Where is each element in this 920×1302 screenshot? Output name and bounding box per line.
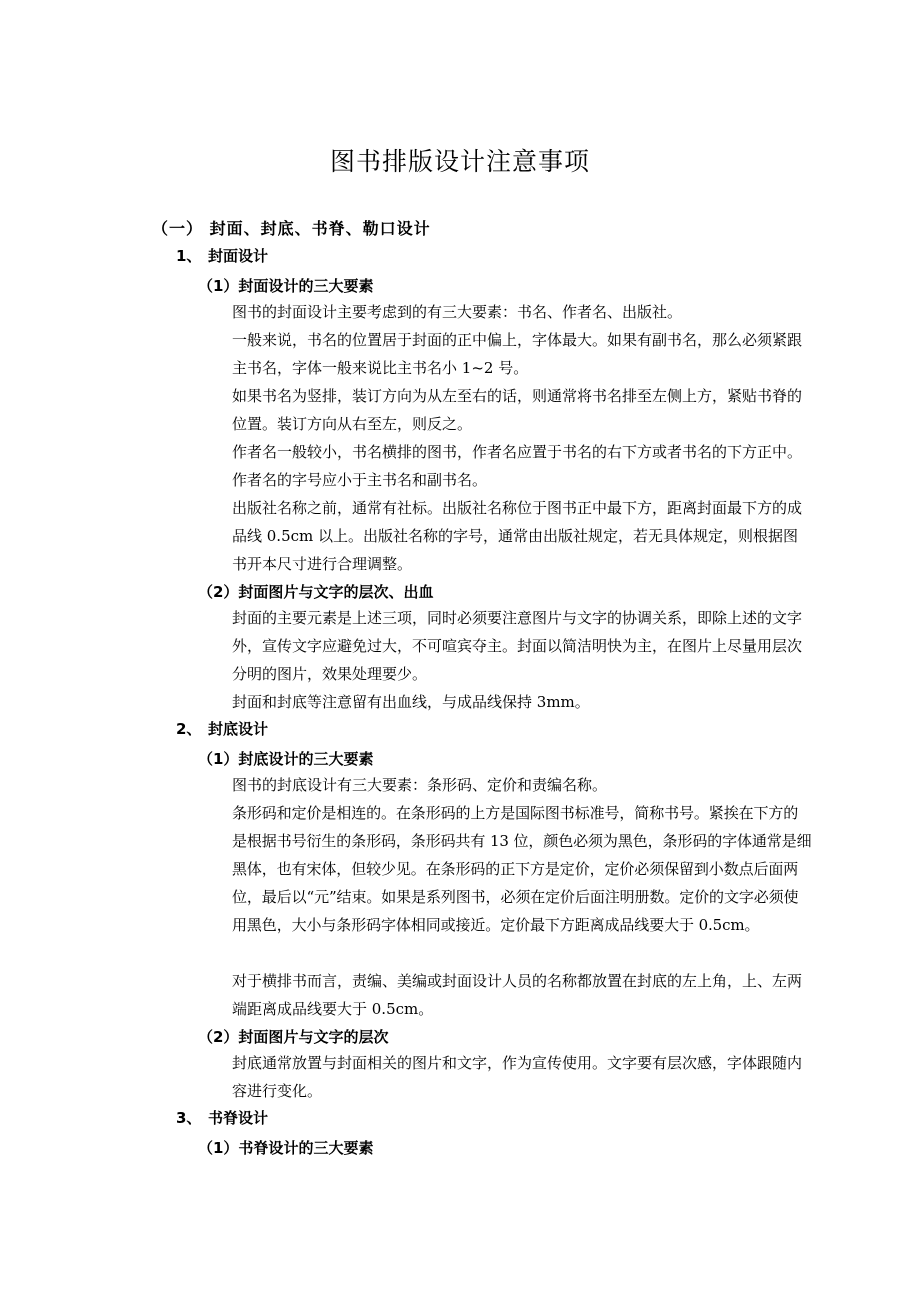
paragraph: 一般来说，书名的位置居于封面的正中偏上，字体最大。如果有副书名，那么必须紧跟主书名，字体一般来说比主书名小 1~2 号。 — [232, 331, 803, 377]
item-number: 3、 — [176, 1109, 202, 1127]
paragraph: 如果书名为竖排，装订方向为从左至右的话，则通常将书名排至左侧上方，紧贴书脊的位置。装订方向从右至左，则反之。 — [232, 387, 803, 433]
item-heading-spine — [176, 1107, 268, 1128]
page-title: 图书排版设计注意事项 — [329, 147, 590, 176]
item-label: 封面设计 — [208, 247, 269, 265]
paragraph: 条形码和定价是相连的。在条形码的上方是国际图书标准号，简称书号。紧挨在下方的是根据书号衍生的条形码，条形码共有 13 位，颜色必须为黑色，条形码的字体通常是细黑体，也有宋体，但较少见。在条形码的正下方是定价，定价必须保留到小数点后面两位，最后以“元”结束。如果是系列图书，必须在定价后面注明册数。定价的文字必须使用黑色，大小与条形码字体相同或接近。定价最下方距离成品线要大于 0.5cm。 — [232, 804, 812, 934]
paragraph: 图书的封底设计有三大要素：条形码、定价和责编名称。 — [232, 776, 608, 794]
paragraph: 出版社名称之前，通常有社标。出版社名称位于图书正中最下方，距离封面最下方的成品线 0.5cm 以上。出版社名称的字号，通常由出版社规定，若无具体规定，则根据图书开本尺寸进行合理调整。 — [232, 499, 803, 573]
subheading-back-elements: （1）封底设计的三大要素 — [198, 750, 374, 768]
paragraph: 封底通常放置与封面相关的图片和文字，作为宣传使用。文字要有层次感，字体跟随内容进行变化。 — [232, 1054, 803, 1100]
section-heading: （一） 封面、封底、书脊、勒口设计 — [152, 219, 431, 238]
subheading-cover-elements: （1）封面设计的三大要素 — [198, 277, 374, 295]
subheading-spine-elements: （1）书脊设计的三大要素 — [198, 1139, 374, 1157]
subheading-cover-layers: （2）封面图片与文字的层次、出血 — [198, 583, 434, 601]
paragraph: 对于横排书而言，责编、美编或封面设计人员的名称都放置在封底的左上角，上、左两端距离成品线要大于 0.5cm。 — [232, 972, 803, 1018]
item-heading-back — [176, 718, 268, 739]
item-label: 封底设计 — [208, 720, 269, 738]
item-number: 2、 — [176, 720, 202, 738]
subheading-back-layers: （2）封面图片与文字的层次 — [198, 1028, 389, 1046]
item-label: 书脊设计 — [208, 1109, 269, 1127]
paragraph: 封面的主要元素是上述三项，同时必须要注意图片与文字的协调关系，即除上述的文字外，宣传文字应避免过大，不可喧宾夺主。封面以简洁明快为主，在图片上尽量用层次分明的图片，效果处理要少。 — [232, 609, 803, 683]
paragraph: 封面和封底等注意留有出血线，与成品线保持 3mm。 — [232, 693, 590, 711]
item-heading-cover — [176, 245, 268, 266]
item-number: 1、 — [176, 247, 202, 265]
paragraph: 作者名一般较小，书名横排的图书，作者名应置于书名的右下方或者书名的下方正中。作者名的字号应小于主书名和副书名。 — [232, 443, 803, 489]
paragraph: 图书的封面设计主要考虑到的有三大要素：书名、作者名、出版社。 — [232, 303, 683, 321]
